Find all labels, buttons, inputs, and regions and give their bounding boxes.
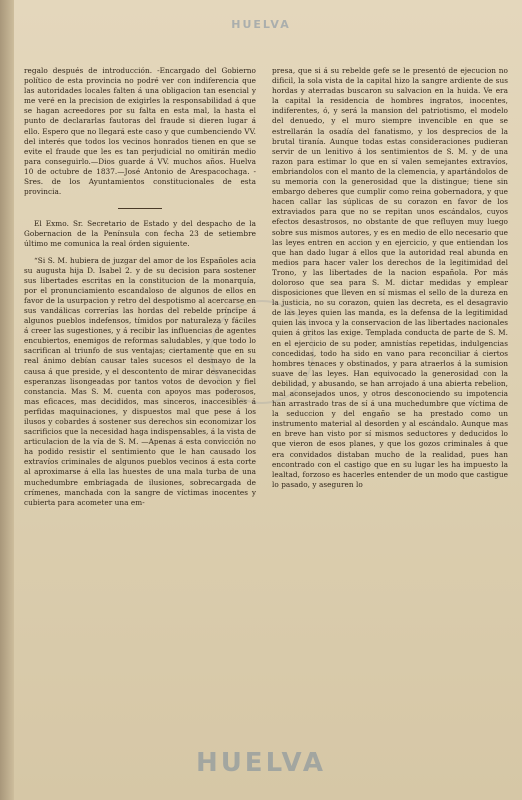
paragraph-royal-order-continued: presa, que si á su rebelde gefe se le presentó de ejecucion no dificil, la sola vista de la capital hizo la sangre ardiente de sus hordas y aterradas buscaron su salvacion en la huida. Ve era la capital la residencia de hombres ingratos, inocentes, indiferentes, ó, y será la mansion del patriotismo, el modelo del denuedo, y el muro siempre invencible en que se estrellarán la osadía del fanatismo, y los desprecios de la brutal tiranía. Aunque todas estas consideraciones pudieran servir de un lenitivo á los sentimientos de S. M. y de una razon para estimar lo que en sí valen semejantes extravíos, embriandolos con el manto de la clemencia, y apartándolos de su memoria con la generosidad que la distingue; tiene sin embargo deberes que cumplir como reina gobernadora, y que hacen callar las súplicas de su corazon en favor de los extraviados para que no se repitan unos escándalos, cuyos efectos desastrosos, no obstante de que refluyen muy luego sobre sus mismos autores, y es en medio de ello necesario que las leyes entren en accion y en ejercicio, y que entiendan los que han dado lugar á ellos que la autoridad real abunda en medios para hacer valer los derechos de la legitimidad del Trono, y las libertades de la nacion española. Por más doloroso que sea para S. M. dictar medidas y emplear disposiciones que lleven en sí mismas el sello de la dureza en la justicia, no su corazon, quien las decreta, es el desagravio de las leyes quien las manda, es la defensa de la legitimidad quien las invoca y la conservacion de las libertades nacionales quien á gritos las exige. Templada conducta de parte de S. M. en el ejercicio de su poder, amnistías repetidas, indulgencias concedidas, todo ha sido en vano para reconciliar á ciertos hombres tenaces y obstinados, y para atraerlos á la sumision suave de las leyes. Han equivocado la generosidad con la debilidad, y abusando, se han arrojado á una abierta rebelion, mal aconsejados unos, y otros desconociendo su impotencia han arrastrado tras de sí á una muchedumbre que víctima de la seduccion y del engaño se ha prestado como un instrumento material al desorden y al escándalo. Aunque mas en breve han visto por sí mismos seductores y deducidos lo que vieron de esos planes, y que los gozos criminales á que era convidados distaban mucho de la realidad, pues han encontrado con el castigo que en su lugar les ha impuesto la lealtad, forzoso es hacerles entender de un modo que castigue lo pasado, y aseguren lo [272,66,508,489]
left-column [24,66,256,508]
paragraph-order-intro: El Exmo. Sr. Secretario de Estado y del despacho de la Gobernacion de la Península con fecha 23 de setiembre último me comunica la real órden siguiente. [24,219,256,249]
paragraph-royal-order: “Si S. M. hubiera de juzgar del amor de los Españoles acia su augusta hija D. Isabel 2. y de su decision para sostener sus libertades escritas en la constitucion de la monarquía, por el pronunciamiento escandaloso de algunos de ellos en favor de la usurpacion y retro del despotismo al acercarse en sus vandálicas correrías las hordas del rebelde príncipe á algunos pueblos indefensos, tímidos por naturaleza y fáciles á creer las sugestiones, y á recibir las influencias de agentes encubiertos, enemigos de reformas saludables, y que todo lo sacrifican al triunfo de sus ventajas; ciertamente que en su real ánimo debían causar tales sucesos el desmayo de la causa á que preside, y el descontento de mirar desvanecidas esperanzas lisongeadas por tantos votos de devocion y fiel constancia. Mas S. M. cuenta con apoyos mas poderosos, mas eficaces, mas decididos, mas sinceros, inaccesibles á perfidas maquinaciones, y dispuestos mal que pese á los ilusos y cobardes á sostener sus derechos sin economizar los sacrificios que la necesidad haga indispensables, á la vista de articulacion de la vía de S. M. —Apenas á esta convicción no ha podido resistir el sentimiento que le han causado los extravíos criminales de algunos pueblos vecinos á esta corte al aproximarse á ella las huestes de una mala turba de una muchedumbre embriagada de ilusiones, sobrecargada de crímenes, manchada con la sangre de víctimas inocentes y cubierta para acometer una em- [24,255,256,507]
watermark-top: HUELVA [231,18,291,31]
right-column [272,66,508,490]
section-divider [118,208,162,209]
paragraph-circular-end: regalo después de introducción. -Encargado del Gobierno político de esta provincia no podré ver con indiferencia que las autoridades locales falten á una obligacion tan esencial y me veré en la precision de exigirles la responsabilidad á que se hagan acreedores por su falta en esta mal, la hasta el punto de declararlas fautoras del fraude si dieren lugar á ello. Espero que no llegará este caso y que cumbenciendo VV. del interés que todos los vecinos honrados tienen en que se evite el fraude que les es tan perjudicial no omitirán medio para conseguirlo.—Dios guarde á VV. muchos años. Huelva 10 de octubre de 1837.—José Antonio de Arespacochaga. -Sres. de los Ayuntamientos constitucionales de esta provincia. [24,66,256,197]
watermark-bottom: HUELVA [195,748,327,778]
